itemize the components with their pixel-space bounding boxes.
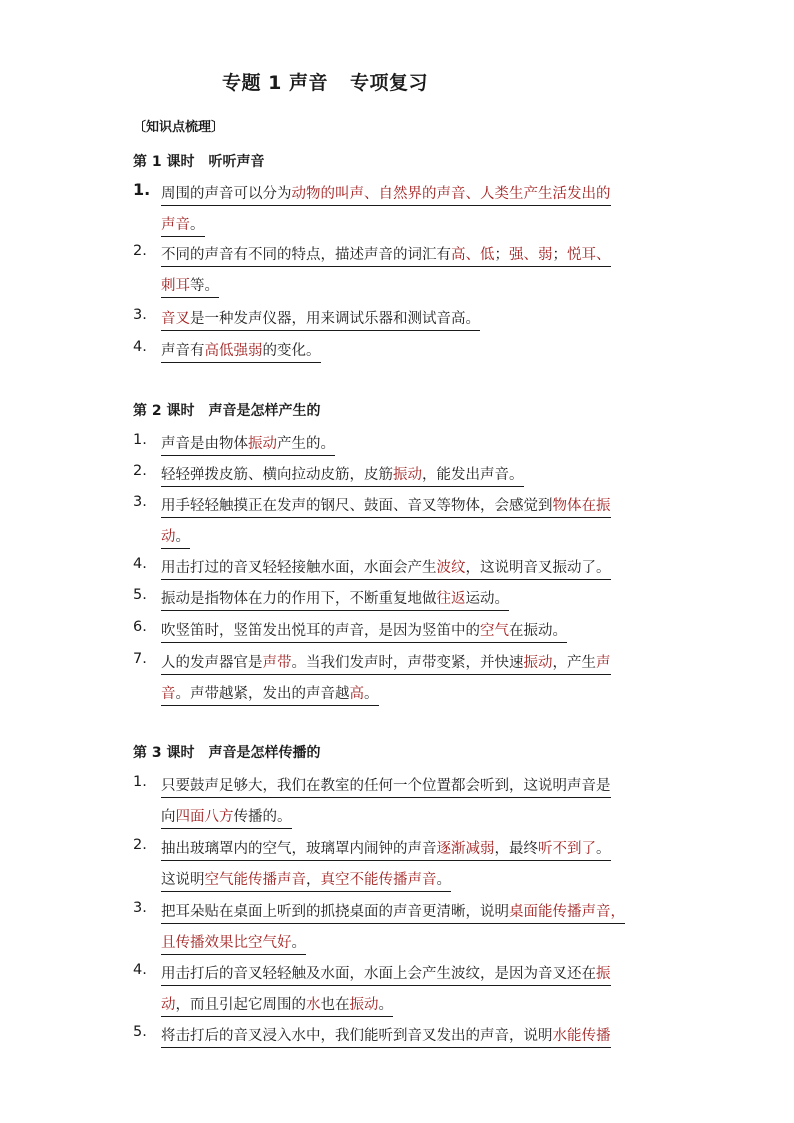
line-text: 。声带越紧，发出的声音越 <box>175 686 350 702</box>
line-text: 用手轻轻触摸正在发声的钢尺、鼓面、音叉等物体，会感觉到 <box>161 498 553 514</box>
answer-text: 波纹 <box>436 560 466 576</box>
answer-text: 动物的叫声、自然界的声音、人类生产生活发出的 <box>291 186 611 202</box>
section-tag: 〔知识点梳理〕 <box>133 120 225 135</box>
answer-text: 物体在振 <box>552 498 611 514</box>
line-text: 。 <box>175 529 190 545</box>
item-line-2 <box>161 805 292 829</box>
answer-text: 声带 <box>262 655 292 671</box>
item-number: 5. <box>133 1024 147 1040</box>
lesson-title: 声音是怎样产生的 <box>208 403 321 419</box>
item-number: 4. <box>133 962 147 978</box>
answer-text: 振动 <box>523 655 553 671</box>
item-line-2 <box>161 525 190 549</box>
line-text: 用击打后的音叉轻轻触及水面，水面上会产生波纹，是因为音叉还在 <box>161 966 596 982</box>
line-text: 声音是由物体 <box>161 436 248 452</box>
answer-text: 空气能传播声音 <box>204 872 306 888</box>
line-text: ； <box>552 247 567 263</box>
item-line-1 <box>161 619 567 643</box>
answer-text: 水 <box>306 997 321 1013</box>
line-text: 。 <box>364 686 379 702</box>
line-text: 在振动。 <box>509 623 567 639</box>
item-number: 2. <box>133 837 147 853</box>
item-number: 3. <box>133 494 147 510</box>
line-text: ，这说明音叉振动了。 <box>465 560 611 576</box>
item-number: 1. <box>133 432 147 448</box>
item-line-1 <box>161 774 611 798</box>
line-text: 。 <box>378 997 393 1013</box>
item-line-2 <box>161 868 451 892</box>
answer-text: 且传播效果比空气好 <box>161 935 292 951</box>
item-number: 2. <box>133 243 147 259</box>
item-line-2 <box>161 931 306 955</box>
line-text: 声音有 <box>161 343 205 359</box>
item-line-1 <box>161 962 611 986</box>
answer-text: 振动 <box>248 436 277 452</box>
item-line-2 <box>161 213 205 237</box>
answer-text: 空气 <box>480 623 509 639</box>
line-text: 吹竖笛时，竖笛发出悦耳的声音，是因为竖笛中的 <box>161 623 480 639</box>
answer-text: 逐渐减弱 <box>436 841 495 857</box>
answer-text: 声 <box>596 655 611 671</box>
line-text: ； <box>494 247 509 263</box>
item-number: 6. <box>133 619 147 635</box>
lesson-title: 声音是怎样传播的 <box>208 745 321 761</box>
item-line-1 <box>161 837 611 861</box>
line-text: 产生的。 <box>277 436 335 452</box>
lesson-heading <box>133 400 321 420</box>
item-number: 4. <box>133 339 147 355</box>
line-text: 也在 <box>320 997 350 1013</box>
item-number: 5. <box>133 587 147 603</box>
answer-text: 往返 <box>436 591 466 607</box>
item-number: 1. <box>133 774 147 790</box>
line-text: 把耳朵贴在桌面上听到的抓挠桌面的声音更清晰，说明 <box>161 904 509 920</box>
line-text: 这说明 <box>161 872 205 888</box>
line-text: ，产生 <box>552 655 596 671</box>
lesson-heading <box>133 151 265 171</box>
item-line-1 <box>161 651 611 675</box>
item-line-1 <box>161 182 611 206</box>
lesson-number: 第 3 课时 <box>133 745 195 761</box>
answer-text: 高低强弱 <box>204 343 263 359</box>
answer-text: 悦耳、 <box>567 247 611 263</box>
item-line-1 <box>161 494 611 518</box>
line-text: 人的发声器官是 <box>161 655 263 671</box>
line-text: 的变化。 <box>262 343 321 359</box>
line-text: 轻轻弹拨皮筋、横向拉动皮筋，皮筋 <box>161 467 393 483</box>
answer-text: 振动 <box>393 467 422 483</box>
line-text: 用击打过的音叉轻轻接触水面，水面会产生 <box>161 560 437 576</box>
lesson-title: 听听声音 <box>208 154 265 170</box>
answer-text: 桌面能传播声音， <box>509 904 625 920</box>
line-text: 。 <box>291 935 306 951</box>
line-text: 向 <box>161 809 176 825</box>
item-line-1 <box>161 556 611 580</box>
line-text: 。 <box>596 841 611 857</box>
line-text: 将击打后的音叉浸入水中，我们能听到音叉发出的声音，说明 <box>161 1028 553 1044</box>
line-text: ，能发出声音。 <box>422 467 524 483</box>
answer-text: 真空不能传播声音 <box>320 872 437 888</box>
answer-text: 强、弱 <box>509 247 553 263</box>
line-text: 是一种发声仪器，用来调试乐器和测试音高。 <box>190 311 480 327</box>
item-number: 2. <box>133 463 147 479</box>
lesson-number: 第 2 课时 <box>133 403 195 419</box>
line-text: 只要鼓声足够大，我们在教室的任何一个位置都会听到，这说明声音是 <box>161 778 611 794</box>
line-text: ，而且引起它周围的 <box>175 997 306 1013</box>
answer-text: 音 <box>161 686 176 702</box>
item-line-2 <box>161 993 393 1017</box>
item-line-1 <box>161 307 480 331</box>
line-text: 。当我们发声时，声带变紧，并快速 <box>291 655 524 671</box>
answer-text: 动 <box>161 529 176 545</box>
answer-text: 听不到了 <box>538 841 596 857</box>
line-text: 。 <box>436 872 451 888</box>
answer-text: 音叉 <box>161 311 190 327</box>
answer-text: 高 <box>349 686 364 702</box>
item-line-1 <box>161 587 509 611</box>
line-text: ， <box>306 872 321 888</box>
item-line-1 <box>161 463 524 487</box>
line-text: 不同的声音有不同的特点，描述声音的词汇有 <box>161 247 451 263</box>
item-number: 3. <box>133 307 147 323</box>
answer-text: 声音 <box>161 217 190 233</box>
answer-text: 动 <box>161 997 176 1013</box>
line-text: 运动。 <box>465 591 509 607</box>
lesson-heading <box>133 742 321 762</box>
item-line-1 <box>161 432 335 456</box>
page-title <box>0 68 650 95</box>
answer-text: 刺耳 <box>161 278 190 294</box>
item-line-1 <box>161 900 625 924</box>
item-number: 1. <box>133 180 151 199</box>
lesson-number: 第 1 课时 <box>133 154 195 170</box>
line-text: 周围的声音可以分为 <box>161 186 292 202</box>
line-text: 抽出玻璃罩内的空气，玻璃罩内闹钟的声音 <box>161 841 437 857</box>
answer-text: 振动 <box>349 997 379 1013</box>
answer-text: 水能传播 <box>552 1028 611 1044</box>
line-text: 等。 <box>190 278 219 294</box>
item-number: 3. <box>133 900 147 916</box>
item-line-2 <box>161 682 379 706</box>
item-number: 7. <box>133 651 147 667</box>
line-text: 传播的。 <box>233 809 292 825</box>
item-line-1 <box>161 339 321 363</box>
item-line-1 <box>161 243 611 267</box>
line-text: 振动是指物体在力的作用下，不断重复地做 <box>161 591 437 607</box>
item-line-2 <box>161 274 219 298</box>
item-number: 4. <box>133 556 147 572</box>
title-main: 专题 1 声音 <box>222 72 328 94</box>
answer-text: 振 <box>596 966 611 982</box>
title-sub: 专项复习 <box>349 72 428 94</box>
answer-text: 高、低 <box>451 247 495 263</box>
answer-text: 四面八方 <box>175 809 234 825</box>
item-line-1 <box>161 1024 611 1048</box>
line-text: ，最终 <box>494 841 538 857</box>
line-text: 。 <box>190 217 205 233</box>
